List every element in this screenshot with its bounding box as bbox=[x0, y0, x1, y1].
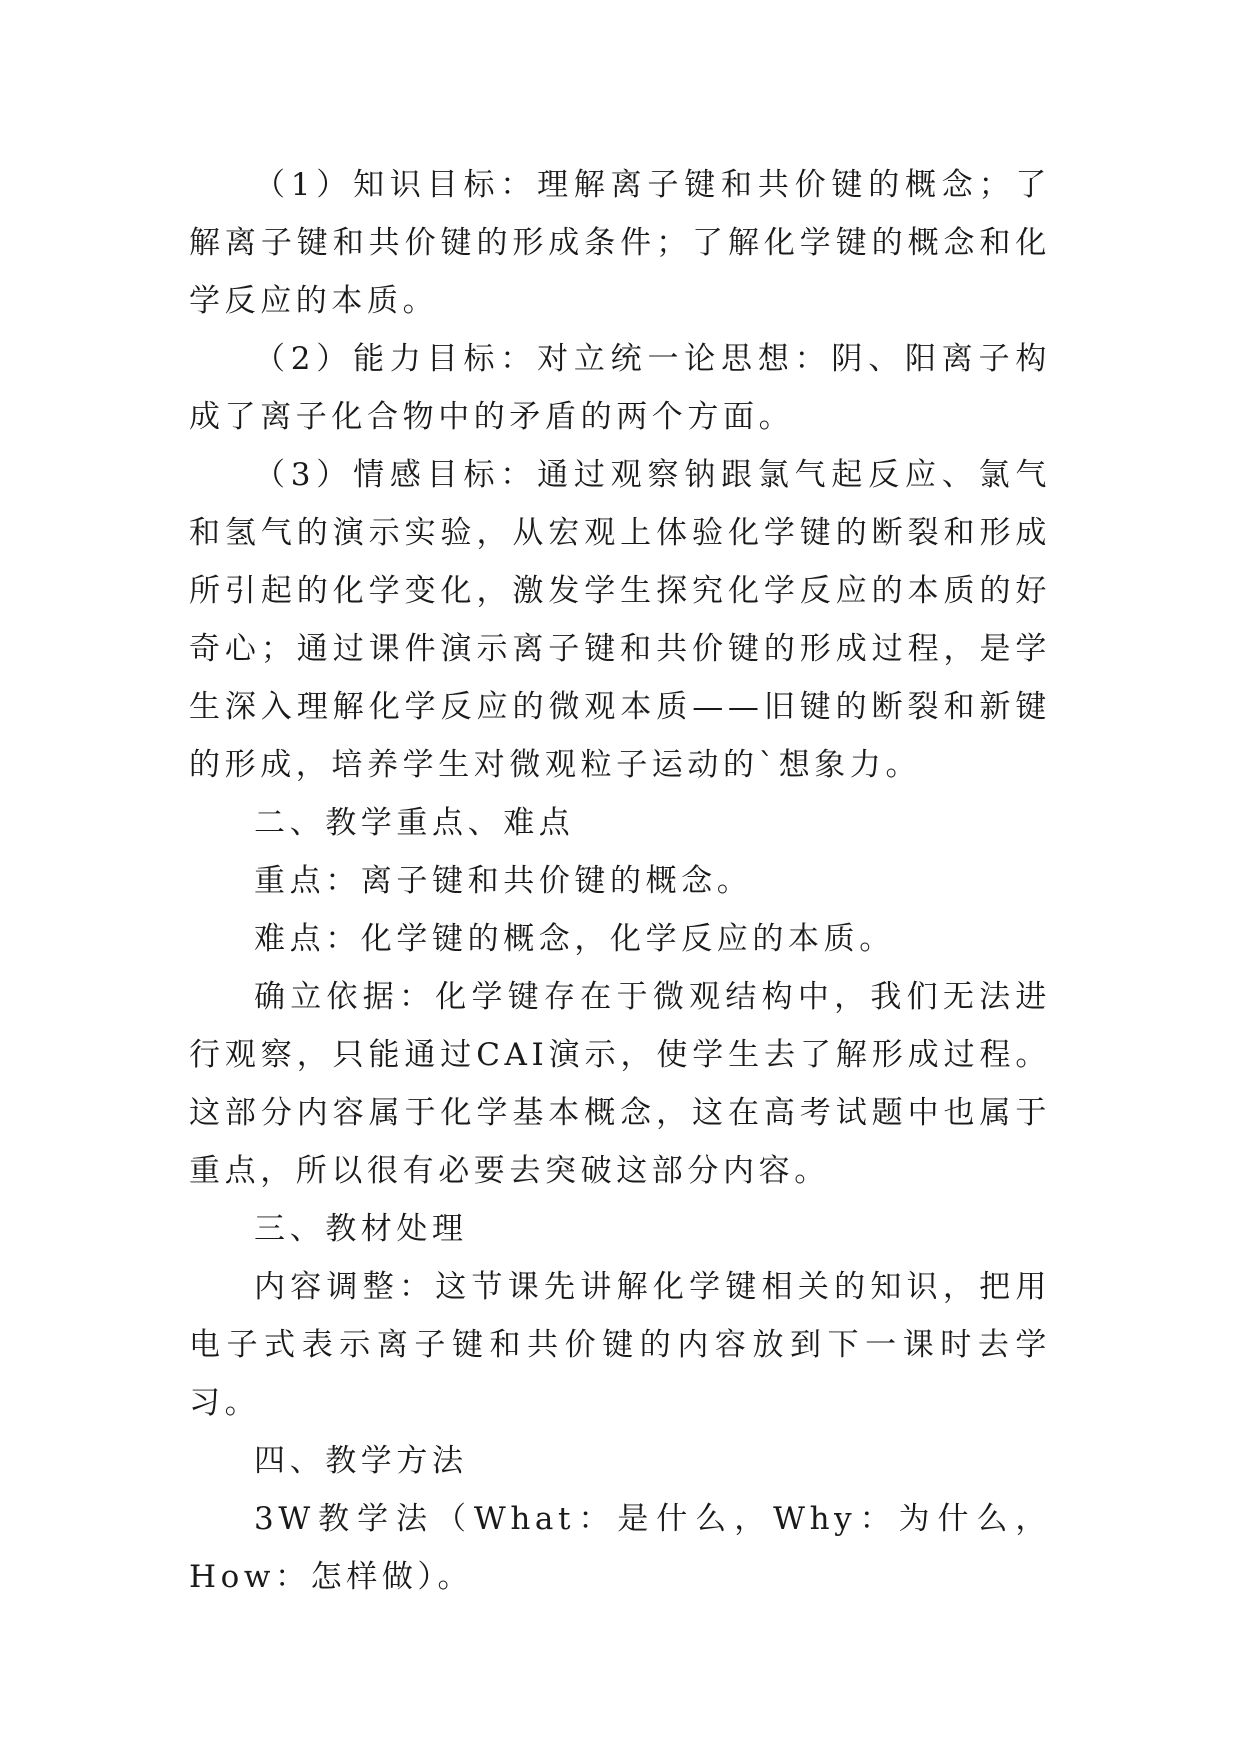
paragraph-ability-goal: （2）能力目标：对立统一论思想：阴、阳离子构成了离子化合物中的矛盾的两个方面。 bbox=[189, 341, 1051, 435]
paragraph-3w-method: 3W教学法（What：是什么，Why：为什么，How：怎样做）。 bbox=[189, 1501, 1051, 1595]
heading-material-processing: 三、教材处理 bbox=[254, 1211, 468, 1247]
paragraph-key-point: 重点：离子键和共价键的概念。 bbox=[254, 863, 753, 899]
heading-key-points: 二、教学重点、难点 bbox=[254, 805, 575, 841]
paragraph-content-adjustment: 内容调整：这节课先讲解化学键相关的知识，把用电子式表示离子键和共价键的内容放到下一课时去学习。 bbox=[189, 1269, 1051, 1421]
heading-teaching-method: 四、教学方法 bbox=[254, 1443, 468, 1479]
paragraph-difficulty: 难点：化学键的概念，化学反应的本质。 bbox=[254, 921, 895, 957]
paragraph-emotion-goal: （3）情感目标：通过观察钠跟氯气起反应、氯气和氢气的演示实验，从宏观上体验化学键的断裂和形成所引起的化学变化，激发学生探究化学反应的本质的好奇心；通过课件演示离子键和共价键的形成过程，是学生深入理解化学反应的微观本质——旧键的断裂和新键的形成，培养学生对微观粒子运动的`想象力。 bbox=[189, 457, 1051, 783]
document-body bbox=[189, 156, 1051, 1606]
paragraph-knowledge-goal: （1）知识目标：理解离子键和共价键的概念；了解离子键和共价键的形成条件；了解化学键的概念和化学反应的本质。 bbox=[189, 167, 1051, 319]
paragraph-basis: 确立依据：化学键存在于微观结构中，我们无法进行观察，只能通过CAI演示，使学生去了解形成过程。这部分内容属于化学基本概念，这在高考试题中也属于重点，所以很有必要去突破这部分内容。 bbox=[189, 979, 1051, 1189]
